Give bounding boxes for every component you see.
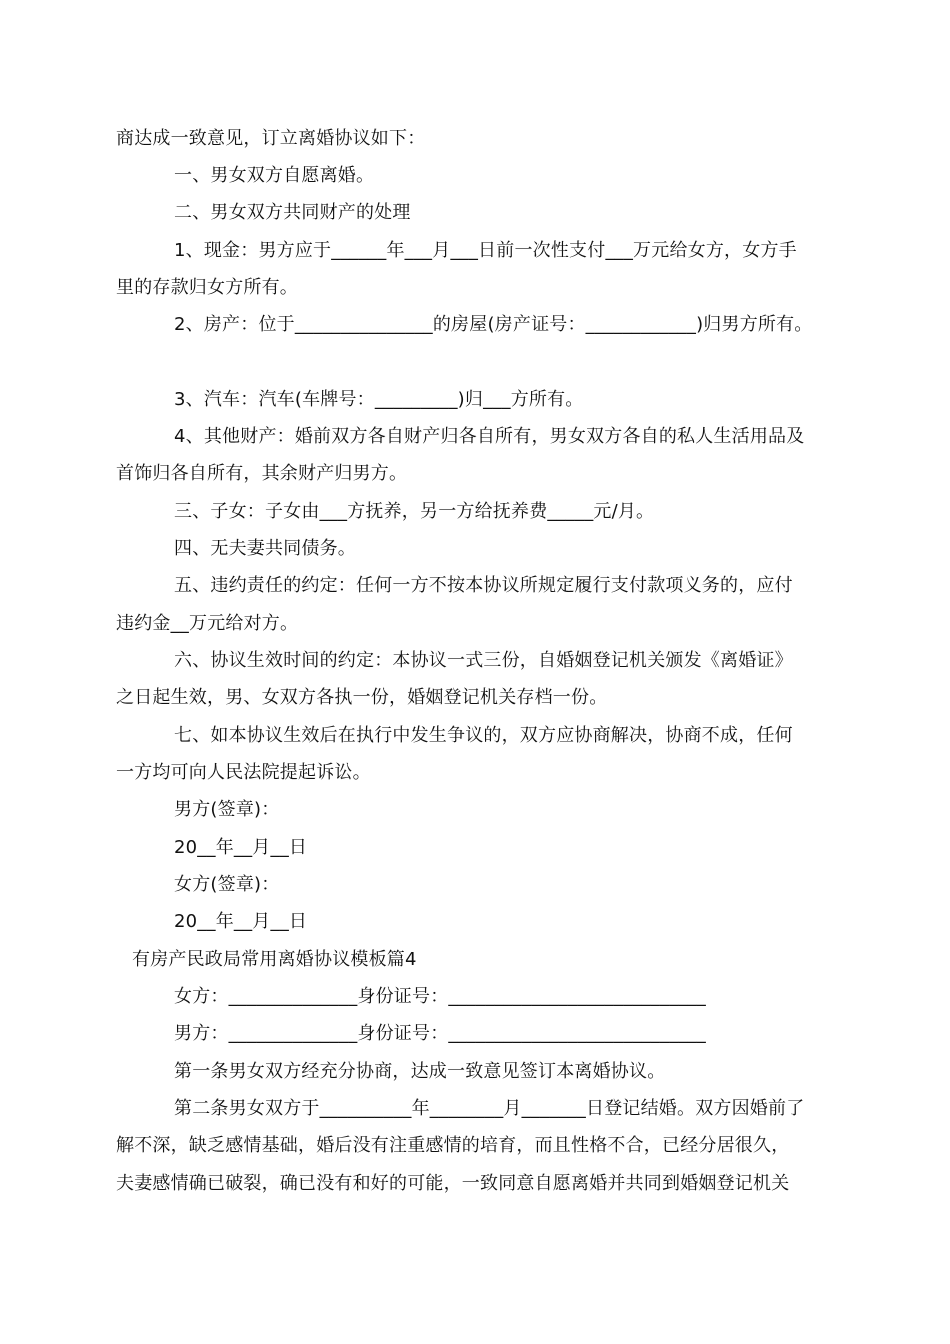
text-line: 三、子女：子女由___方抚养，另一方给抚养费_____元/月。 bbox=[174, 501, 655, 522]
text-line: 之日起生效，男、女双方各执一份，婚姻登记机关存档一份。 bbox=[116, 687, 608, 708]
text-line: 五、违约责任的约定：任何一方不按本协议所规定履行支付款项义务的，应付 bbox=[174, 575, 793, 596]
section-heading: 有房产民政局常用离婚协议模板篇4 bbox=[132, 949, 417, 970]
text-line: 女方(签章)： bbox=[174, 874, 280, 895]
text-line: 一方均可向人民法院提起诉讼。 bbox=[116, 762, 371, 783]
text-line: 夫妻感情确已破裂，确已没有和好的可能，一致同意自愿离婚并共同到婚姻登记机关 bbox=[116, 1173, 790, 1194]
text-line: 商达成一致意见，订立离婚协议如下： bbox=[116, 128, 426, 149]
text-line: 4、其他财产：婚前双方各自财产归各自所有，男女双方各自的私人生活用品及 bbox=[174, 426, 805, 447]
text-line: 四、无夫妻共同债务。 bbox=[174, 538, 356, 559]
text-line: 七、如本协议生效后在执行中发生争议的，双方应协商解决，协商不成，任何 bbox=[174, 725, 793, 746]
text-line: 男方：______________身份证号：____________________________ bbox=[174, 1023, 706, 1044]
text-line: 1、现金：男方应于______年___月___日前一次性支付___万元给女方，女方手 bbox=[174, 240, 797, 261]
text-line: 女方：______________身份证号：____________________________ bbox=[174, 986, 706, 1007]
text-line: 首饰归各自所有，其余财产归男方。 bbox=[116, 463, 408, 484]
text-line: 里的存款归女方所有。 bbox=[116, 277, 298, 298]
text-line: 二、男女双方共同财产的处理 bbox=[174, 202, 411, 223]
text-line: 20__年__月__日 bbox=[174, 911, 308, 932]
text-line: 第一条男女双方经充分协商，达成一致意见签订本离婚协议。 bbox=[174, 1061, 666, 1082]
text-line: 解不深，缺乏感情基础，婚后没有注重感情的培育，而且性格不合，已经分居很久， bbox=[116, 1135, 790, 1156]
text-line: 一、男女双方自愿离婚。 bbox=[174, 165, 375, 186]
text-line: 20__年__月__日 bbox=[174, 837, 308, 858]
text-line: 违约金__万元给对方。 bbox=[116, 613, 299, 634]
text-line: 2、房产：位于_______________的房屋(房产证号：____________)归男方所有。 bbox=[174, 314, 813, 335]
text-line: 六、协议生效时间的约定：本协议一式三份，自婚姻登记机关颁发《离婚证》 bbox=[174, 650, 793, 671]
text-line: 第二条男女双方于__________年________月_______日登记结婚。双方因婚前了 bbox=[174, 1098, 805, 1119]
text-line: 男方(签章)： bbox=[174, 799, 280, 820]
text-line: 3、汽车：汽车(车牌号：_________)归___方所有。 bbox=[174, 389, 584, 410]
